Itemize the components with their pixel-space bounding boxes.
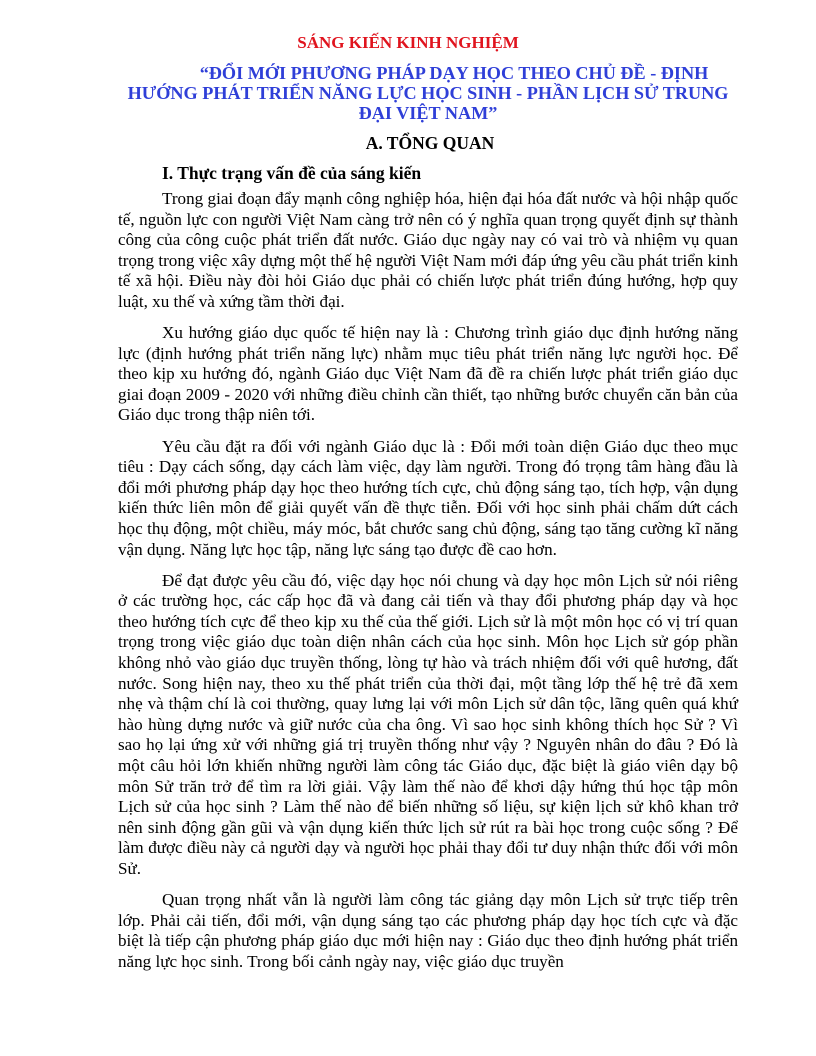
body-text (118, 189, 738, 983)
document-title (118, 63, 738, 123)
paragraph-2: Xu hướng giáo dục quốc tế hiện nay là : Chương trình giáo dục định hướng năng lực (định hướng phát triển năng lực) nhằm mục tiêu phát triển năng lực người học. Để theo kịp xu hướng đó, ngành Giáo dục Việt Nam đã đề ra chiến lược phát triển giáo dục giai đoạn 2009 - 2020 với những điều chỉnh cần thiết, tạo những bước chuyển căn bản của Giáo dục trong thập niên tới. (118, 323, 738, 425)
title-line-3: ĐẠI VIỆT NAM” (358, 103, 498, 123)
paragraph-1: Trong giai đoạn đẩy mạnh công nghiệp hóa, hiện đại hóa đất nước và hội nhập quốc tế, nguồn lực con người Việt Nam càng trở nên có ý nghĩa quan trọng quyết định sự thành công của công cuộc phát triển đất nước. Giáo dục ngày nay có vai trò và nhiệm vụ quan trọng trong việc xây dựng một thế hệ người Việt Nam mới đáp ứng yêu cầu phát triển kinh tế xã hội. Điều này đòi hỏi Giáo dục phải có chiến lược phát triển đúng hướng, hợp quy luật, xu thế và xứng tầm thời đại. (118, 189, 738, 311)
title-line-1: “ĐỔI MỚI PHƯƠNG PHÁP DẠY HỌC THEO CHỦ ĐỀ - ĐỊNH (199, 63, 709, 83)
section-heading: A. TỔNG QUAN (365, 133, 495, 153)
document-label: SÁNG KIẾN KINH NGHIỆM (297, 33, 519, 52)
subsection-heading: I. Thực trạng vấn đề của sáng kiến (162, 163, 422, 183)
paragraph-5: Quan trọng nhất vẫn là người làm công tác giảng dạy môn Lịch sử trực tiếp trên lớp. Phải cải tiến, đổi mới, vận dụng sáng tạo các phương pháp dạy học tích cực và đặc biệt là tiếp cận phương pháp giáo dục mới hiện nay : Giáo dục theo định hướng phát triển năng lực học sinh. Trong bối cảnh ngày nay, việc giáo dục truyền (118, 890, 738, 971)
paragraph-4: Để đạt được yêu cầu đó, việc dạy học nói chung và dạy học môn Lịch sử nói riêng ở các trường học, các cấp học đã và đang cải tiến và thay đổi phương pháp dạy và học theo hướng tích cực để theo kịp xu thế của thế giới. Lịch sử là một môn học có vị trí quan trọng trong việc giáo dục toàn diện nhân cách của học sinh. Môn học Lịch sử góp phần không nhỏ vào giáo dục truyền thống, lòng tự hào và trách nhiệm đối với quê hương, đất nước. Song hiện nay, theo xu thế phát triển của thời đại, một tầng lớp thế hệ trẻ đã xem nhẹ và thậm chí là coi thường, quay lưng lại với môn Lịch sử dân tộc, lãng quên quá khứ hào hùng dựng nước và giữ nước của cha ông. Vì sao học sinh không thích học Sử ? Vì sao họ lại ứng xử với những giá trị truyền thống như vậy ? Nguyên nhân do đâu ? Đó là một câu hỏi lớn khiến những người làm công tác Giáo dục, đặc biệt là giáo viên dạy bộ môn Sử trăn trở để tìm ra lời giải. Vậy làm thế nào để khơi dậy hứng thú học tập môn Lịch sử của học sinh ? Làm thế nào để biến những số liệu, sự kiện lịch sử khô khan trở nên sinh động gần gũi và vận dụng kiến thức lịch sử rút ra bài học trong cuộc sống ? Để làm được điều này cả người dạy và người học phải thay đổi tư duy nhận thức đối với môn Sử. (118, 570, 738, 878)
title-line-2: HƯỚNG PHÁT TRIỂN NĂNG LỰC HỌC SINH - PHẦN LỊCH SỬ TRUNG (127, 83, 729, 103)
paragraph-3: Yêu cầu đặt ra đối với ngành Giáo dục là : Đổi mới toàn diện Giáo dục theo mục tiêu : Dạy cách sống, dạy cách làm việc, dạy làm người. Trong đó trọng tâm hàng đầu là đổi mới phương pháp dạy học theo hướng tích cực, chủ động sáng tạo, tích hợp, vận dụng kiến thức liên môn để giải quyết vấn đề thực tiễn. Đối với học sinh phải chấm dứt cách học thụ động, một chiều, máy móc, bắt chước sang chủ động, sáng tạo tăng cường kĩ năng vận dụng. Năng lực học tập, năng lực sáng tạo được đề cao hơn. (118, 436, 738, 559)
